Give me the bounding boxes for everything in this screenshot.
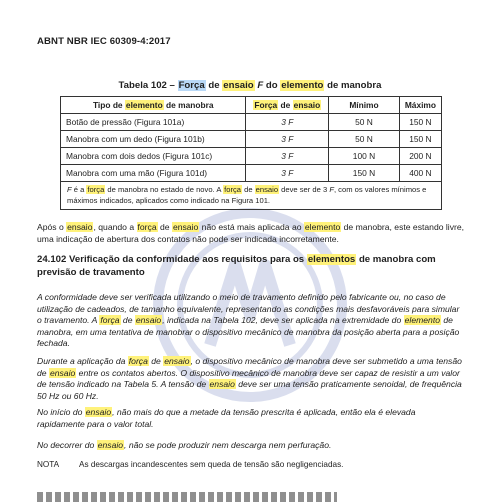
cell-min: 150 N [329, 165, 400, 182]
note [37, 460, 343, 469]
header-minimum: Mínimo [329, 97, 400, 114]
header-element-type: Tipo de elemento de manobra [61, 97, 246, 114]
cell-type: Manobra com dois dedos (Figura 101c) [61, 148, 246, 165]
cell-min: 50 N [329, 131, 400, 148]
cell-force: 3 F [246, 114, 329, 131]
cell-min: 100 N [329, 148, 400, 165]
paragraph-voltage: Durante a aplicação da força de ensaio, o dispositivo mecânico de manobra deve ser submetido a uma tensão de ensaio entre os contatos abertos. O dispositivo mecânico de manobra deve ser capaz de resistir a um valor de tensão indicado na Tabela 5. A tensão de ensaio deve ser uma tensão praticamente senoidal, de frequência 50 Hz ou 60 Hz. [37, 356, 462, 401]
cell-type: Botão de pressão (Figura 101a) [61, 114, 246, 131]
section-heading: 24.102 Verificação da conformidade aos requisitos para os elementos de manobra com previsão de travamento [37, 254, 436, 278]
note-label: NOTA [37, 460, 60, 469]
cell-type: Manobra com uma mão (Figura 101d) [61, 165, 246, 182]
paragraph-conformity: A conformidade deve ser verificada utilizando o meio de travamento definido pelo fabricante ou, no caso de utilização de cadeados, de tamanho equivalente, representando as condições mais desfavoráveis para simular o travamento. A força de ensaio, indicada na Tabela 102, deve ser aplicada na extremidade do elemento de manobra, em uma tentativa de manobrar o dispositivo mecânico de manobra da posição aberta para a posição fechada. [37, 292, 460, 349]
table-row [61, 165, 442, 182]
table-row [61, 114, 442, 131]
cell-max: 400 N [399, 165, 441, 182]
cell-force: 3 F [246, 165, 329, 182]
note-text: As descargas incandescentes sem queda de tensão são negligenciadas. [79, 460, 344, 469]
paragraph-after-test: Após o ensaio, quando a força de ensaio não está mais aplicada ao elemento de manobra, este estando livre, uma indicação de abertura dos contatos não pode ser indicada incorretamente. [37, 222, 465, 244]
cell-force: 3 F [246, 131, 329, 148]
cell-max: 150 N [399, 114, 441, 131]
cell-force: 3 F [246, 148, 329, 165]
table-header-row [61, 97, 442, 114]
paragraph-start: No início do ensaio, não mais do que a metade da tensão prescrita é aplicada, então ela é elevada rapidamente para o valor total. [37, 407, 416, 429]
table-row [61, 148, 442, 165]
table-row [61, 131, 442, 148]
force-table [60, 96, 442, 210]
table-note-row [61, 182, 442, 210]
cut-off-line [37, 492, 337, 502]
paragraph-during: No decorrer do ensaio, não se pode produzir nem descarga nem perfuração. [37, 440, 332, 450]
table-title: Tabela 102 – Força de ensaio F do elemento de manobra [118, 80, 382, 91]
cell-max: 200 N [399, 148, 441, 165]
cell-max: 150 N [399, 131, 441, 148]
document-header: ABNT NBR IEC 60309-4:2017 [37, 36, 171, 47]
cell-min: 50 N [329, 114, 400, 131]
header-test-force: Força de ensaio [246, 97, 329, 114]
table-note: F é a força de manobra no estado de novo. A força de ensaio deve ser de 3 F, com os valores mínimos e máximos indicados, aplicados como indicado na Figura 101. [61, 182, 442, 210]
cell-type: Manobra com um dedo (Figura 101b) [61, 131, 246, 148]
header-maximum: Máximo [399, 97, 441, 114]
